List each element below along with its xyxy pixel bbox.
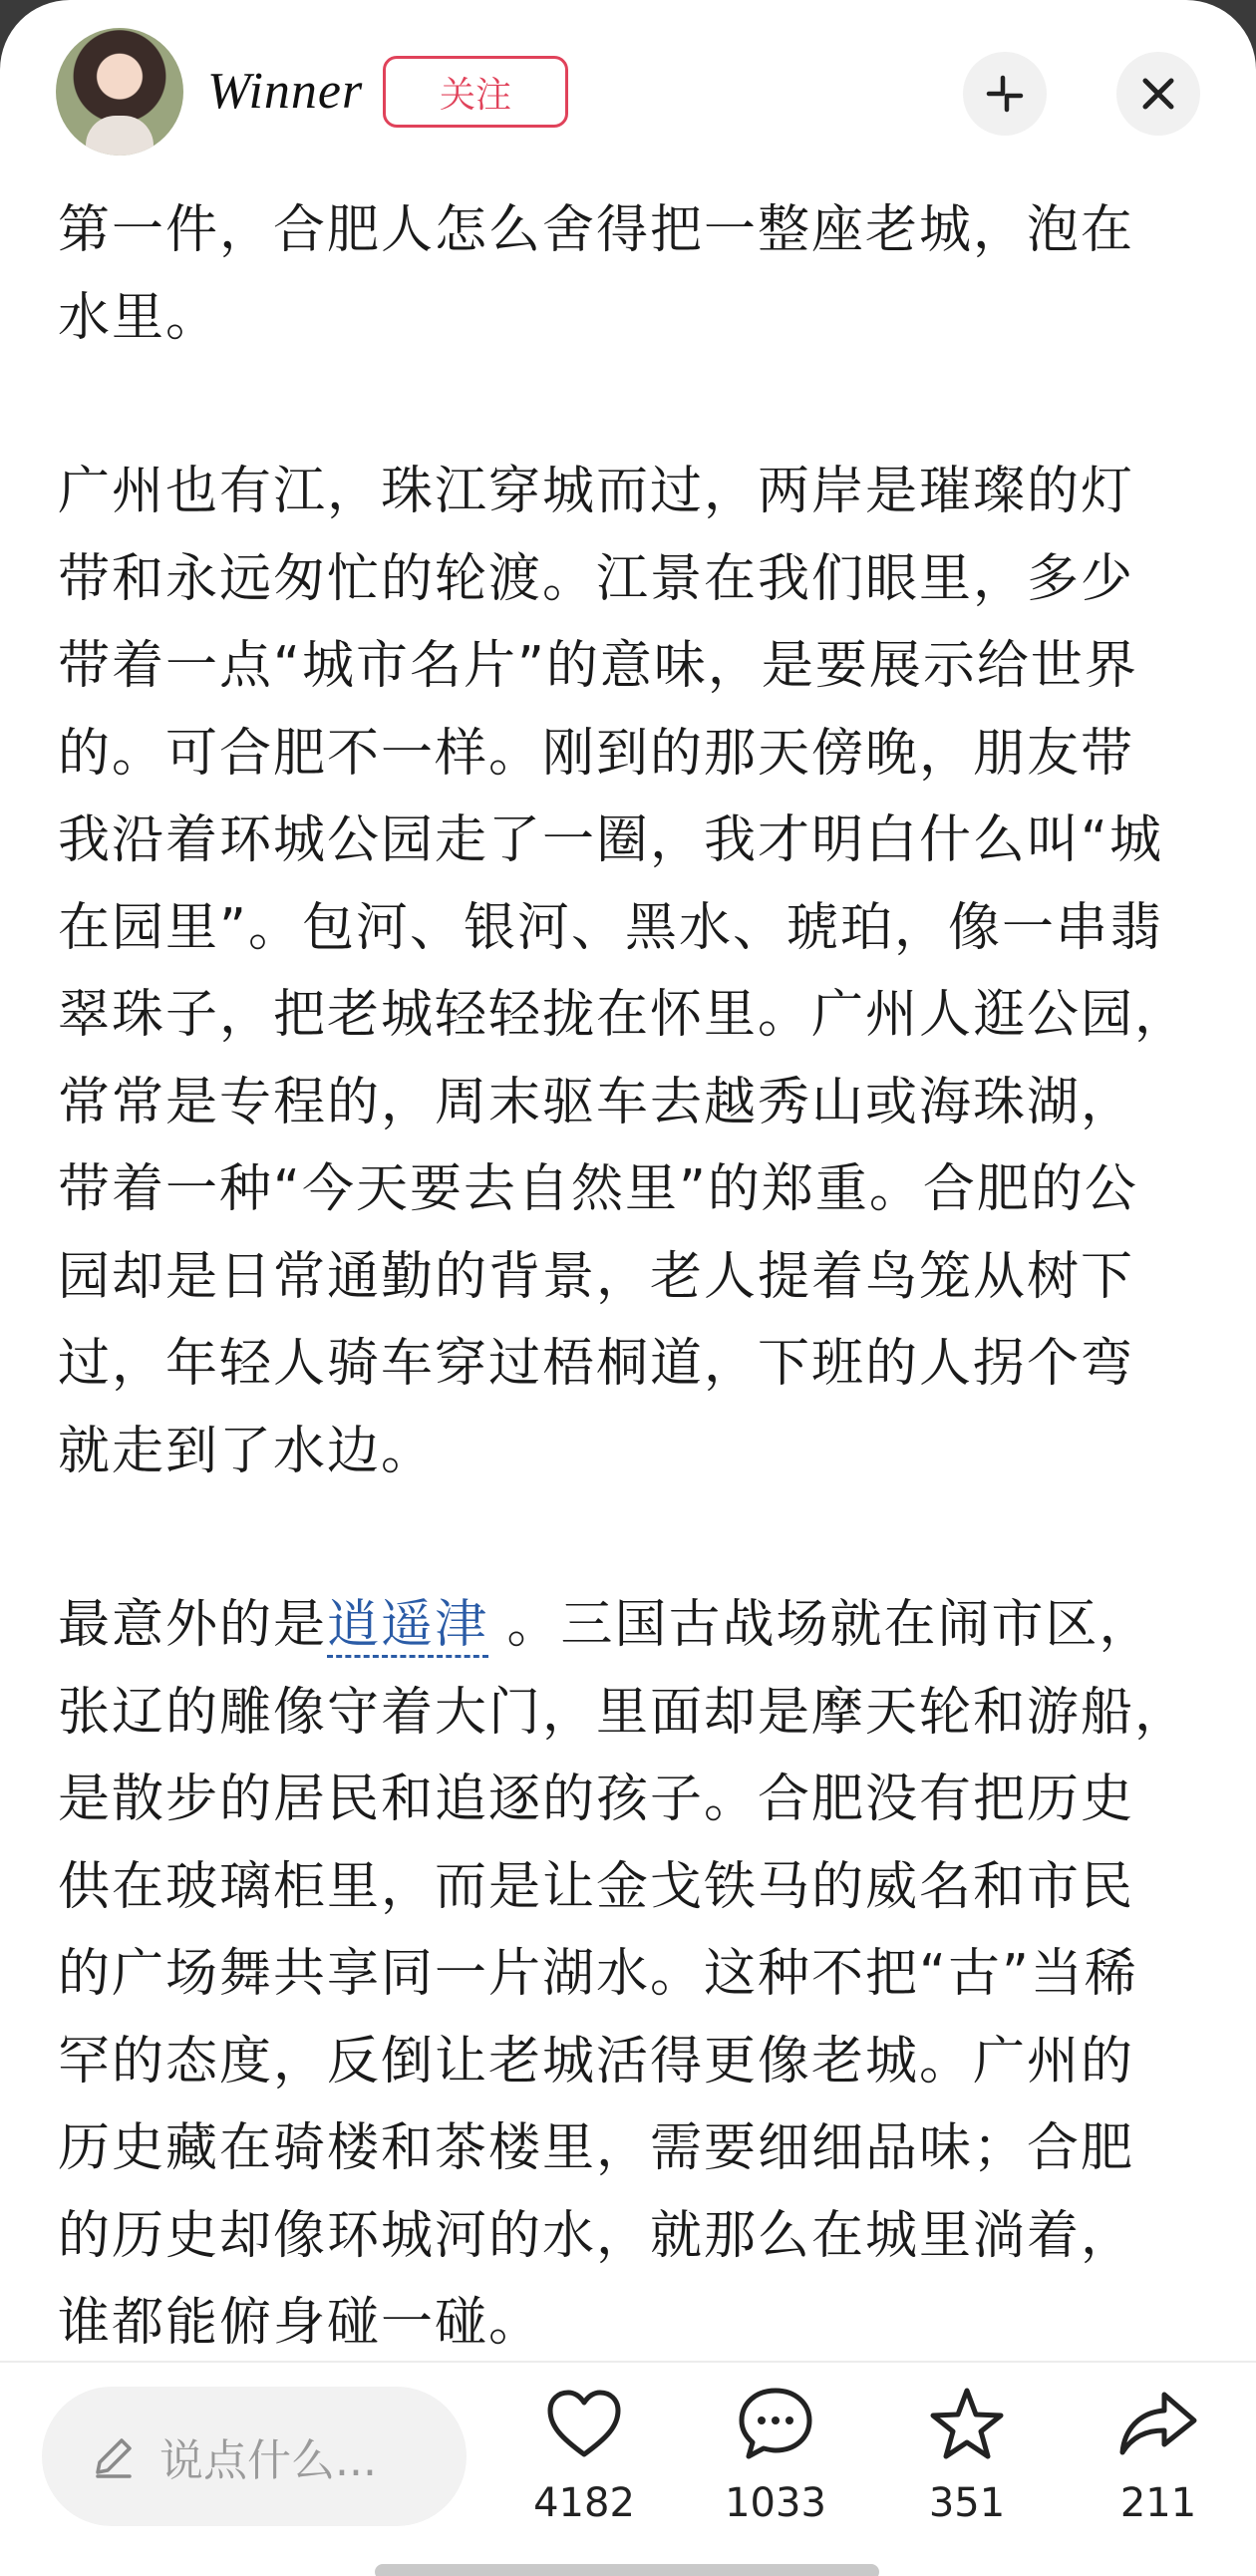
post-content [58, 187, 1204, 2368]
favorite-count: 351 [928, 2480, 1006, 2526]
follow-button[interactable]: 关注 [383, 56, 568, 128]
paragraph-3-body: 。三国古战场就在闹市区， 张辽的雕像守着大门，里面却是摩天轮和游船， 是散步的居民和追逐的孩子。合肥没有把历史 供在玻璃柜里，而是让金戈铁马的威名和市民 的广场舞共享同一片湖水。这种不把“古”当稀 罕的态度，反倒让老城活得更像老城。广州的 历史藏在骑楼和茶楼里，需要细细品味；合肥 的历史却像环城河的水，就那么在城里淌着， 谁都能俯身碰一碰。 [58, 1595, 1189, 2353]
like-button[interactable] [504, 2383, 664, 2562]
paragraph-1: 第一件，合肥人怎么舍得把一整座老城，泡在 水里。 [58, 200, 1135, 348]
heart-icon [542, 2383, 626, 2466]
comment-button[interactable] [696, 2383, 855, 2562]
bottom-action-bar [0, 2361, 1256, 2576]
share-arrow-icon [1116, 2383, 1200, 2466]
collapse-icon [983, 72, 1027, 116]
favorite-button[interactable] [887, 2383, 1047, 2562]
share-count: 211 [1119, 2480, 1197, 2526]
paragraph-2: 广州也有江，珠江穿城而过，两岸是璀璨的灯 带和永远匆忙的轮渡。江景在我们眼里，多少 带着一点“城市名片”的意味，是要展示给世界 的。可合肥不一样。刚到的那天傍晚，朋友带 我沿着环城公园走了一圈，我才明白什么叫“城 在园里”。包河、银河、黑水、琥珀，像一串翡 翠珠子，把老城轻轻拢在怀里。广州人逛公园， 常常是专程的，周末驱车去越秀山或海珠湖， 带着一种“今天要去自然里”的郑重。合肥的公 园却是日常通勤的背景，老人提着鸟笼从树下 过，年轻人骑车穿过梧桐道，下班的人拐个弯 就走到了水边。 [58, 462, 1189, 1481]
pen-icon [90, 2432, 138, 2480]
close-button[interactable] [1116, 52, 1200, 136]
paragraph-3-intro: 最意外的是 [58, 1595, 328, 1655]
share-button[interactable] [1079, 2383, 1238, 2562]
like-count: 4182 [533, 2480, 635, 2526]
post-header [0, 0, 1256, 189]
comment-input[interactable] [42, 2387, 467, 2526]
avatar[interactable] [56, 28, 183, 156]
author-name[interactable]: Winner [207, 63, 364, 120]
star-icon [925, 2383, 1009, 2466]
topic-link-xiaoyaojin[interactable]: 逍遥津 [327, 1595, 488, 1658]
close-icon [1140, 76, 1176, 112]
collapse-button[interactable] [963, 52, 1047, 136]
paragraph-3 [58, 1582, 1204, 2368]
comment-placeholder: 说点什么... [159, 2435, 377, 2486]
comment-count: 1033 [725, 2480, 826, 2526]
home-indicator[interactable] [375, 2564, 879, 2576]
comment-bubble-icon [734, 2383, 817, 2466]
